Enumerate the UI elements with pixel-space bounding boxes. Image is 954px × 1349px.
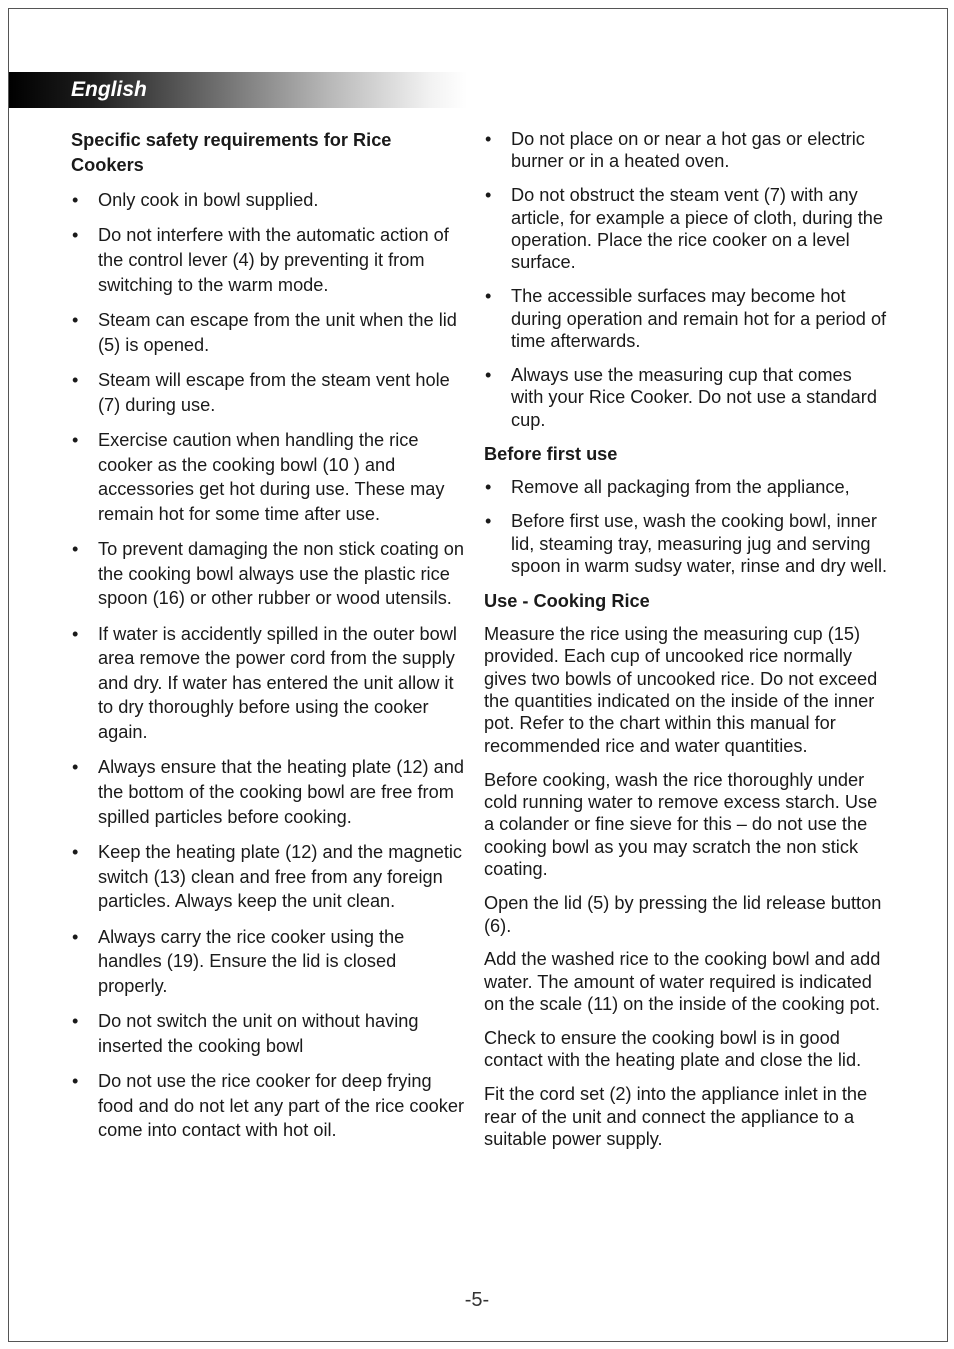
before-first-use-heading: Before first use	[484, 444, 618, 465]
language-label: English	[71, 78, 147, 101]
list-item: • Exercise caution when handling the rice cooker as the cooking bowl (10 ) and accessories get hot during use. These may remain hot for some time after use.	[71, 428, 467, 526]
left-column	[71, 128, 467, 1154]
list-item: • Remove all packaging from the appliance,	[484, 476, 889, 498]
paragraph: Add the washed rice to the cooking bowl and add water. The amount of water required is indicated on the scale (11) on the inside of the cooking pot.	[484, 949, 881, 1015]
paragraph: Before cooking, wash the rice thoroughly under cold running water to remove excess starch. Use a colander or fine sieve for this – do not use the cooking bowl as you may scratch the non stick coating.	[484, 769, 878, 880]
list-item: • Keep the heating plate (12) and the magnetic switch (13) clean and free from any foreign particles. Always keep the unit clean.	[71, 840, 467, 914]
cooking-rice-heading: Use - Cooking Rice	[484, 590, 650, 611]
before-first-use-list	[484, 476, 889, 577]
list-item: • Always ensure that the heating plate (12) and the bottom of the cooking bowl are free from spilled particles before cooking.	[71, 755, 467, 829]
list-item: • Steam will escape from the steam vent hole (7) during use.	[71, 368, 467, 417]
list-item: • Always use the measuring cup that comes with your Rice Cooker. Do not use a standard cup.	[484, 364, 889, 431]
paragraph: Check to ensure the cooking bowl is in good contact with the heating plate and close the lid.	[484, 1027, 862, 1071]
list-item: • To prevent damaging the non stick coating on the cooking bowl always use the plastic rice spoon (16) or other rubber or wood utensils.	[71, 537, 467, 611]
right-column	[484, 128, 889, 1162]
list-item: • Do not switch the unit on without having inserted the cooking bowl	[71, 1009, 467, 1058]
safety-heading: Specific safety requirements for Rice Cookers	[71, 130, 392, 175]
paragraph: Fit the cord set (2) into the appliance inlet in the rear of the unit and connect the appliance to a suitable power supply.	[484, 1084, 868, 1149]
paragraph: Measure the rice using the measuring cup (15) provided. Each cup of uncooked rice normally gives two bowls of uncooked rice. Do not exceed the quantities indicated on the inside of the inner pot. Refer to the chart within this manual for recommended rice and water quantities.	[484, 623, 878, 756]
paragraph: Open the lid (5) by pressing the lid release button (6).	[484, 893, 882, 936]
list-item: • Steam can escape from the unit when the lid (5) is opened.	[71, 308, 467, 357]
list-item: • If water is accidently spilled in the outer bowl area remove the power cord from the supply and dry. If water has entered the unit allow it to dry thoroughly before using the cooker again.	[71, 622, 467, 745]
list-item: • Do not place on or near a hot gas or electric burner or in a heated oven.	[484, 128, 889, 173]
list-item: • Only cook in bowl supplied.	[71, 188, 467, 213]
list-item: • Do not use the rice cooker for deep frying food and do not let any part of the rice cooker come into contact with hot oil.	[71, 1069, 467, 1143]
safety-list	[71, 188, 467, 1143]
list-item: • Do not interfere with the automatic action of the control lever (4) by preventing it from switching to the warm mode.	[71, 223, 467, 297]
language-banner	[9, 72, 467, 108]
safety-list-continued	[484, 128, 889, 431]
list-item: • Always carry the rice cooker using the handles (19). Ensure the lid is closed properly.	[71, 925, 467, 999]
list-item: • Before first use, wash the cooking bowl, inner lid, steaming tray, measuring jug and serving spoon in warm sudsy water, rinse and dry well.	[484, 510, 889, 577]
page-number: -5-	[464, 1289, 490, 1311]
list-item: • Do not obstruct the steam vent (7) with any article, for example a piece of cloth, during the operation. Place the rice cooker on a level surface.	[484, 184, 889, 274]
list-item: • The accessible surfaces may become hot during operation and remain hot for a period of time afterwards.	[484, 285, 889, 352]
